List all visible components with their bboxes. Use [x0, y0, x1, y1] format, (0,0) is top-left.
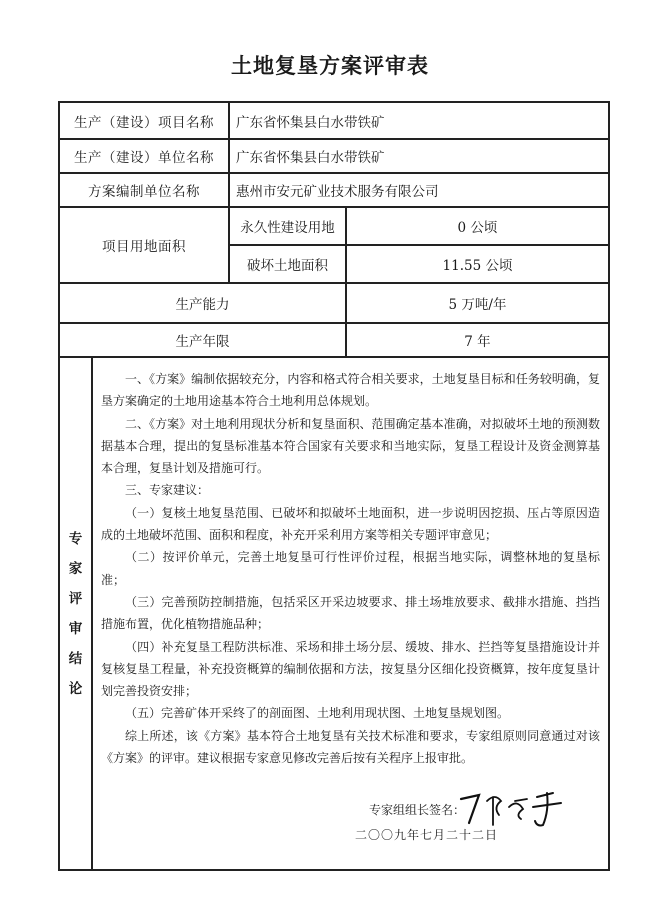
row-review: [59, 357, 609, 870]
land-area-label: 项目用地面积: [59, 207, 229, 283]
row-capacity: [59, 283, 609, 323]
damaged-land-label: 破坏土地面积: [229, 245, 346, 283]
side-char: 论: [68, 680, 83, 697]
side-char: 家: [68, 560, 83, 577]
compiler-value: 惠州市安元矿业技术服务有限公司: [229, 173, 609, 207]
row-compiler: [59, 173, 609, 207]
permanent-land-label: 永久性建设用地: [229, 207, 346, 245]
review-paragraph: （一）复核土地复垦范围、已破坏和拟破坏土地面积，进一步说明因挖损、压占等原因造成的土地破坏范围、面积和程度，补充开采利用方案等相关专题评审意见；: [101, 505, 600, 543]
damaged-land-value: 11.55 公顷: [346, 245, 609, 283]
unit-name-value: 广东省怀集县白水带铁矿: [229, 139, 609, 173]
compiler-label: 方案编制单位名称: [59, 173, 229, 207]
capacity-label: 生产能力: [59, 283, 346, 323]
signature-label: 专家组组长签名：: [369, 803, 466, 818]
row-land-permanent: [59, 207, 609, 245]
project-name-label: 生产（建设）项目名称: [59, 102, 229, 139]
page-title: 土地复垦方案评审表: [231, 54, 429, 78]
review-paragraph: （二）按评价单元，完善土地复垦可行性评价过程，根据当地实际，调整林地的复垦标准；: [101, 550, 600, 587]
review-date: 二〇〇九年七月二十二日: [355, 828, 499, 842]
signature-row: [101, 791, 600, 833]
review-paragraph: 三、专家建议：: [125, 483, 210, 498]
row-project-name: [59, 102, 609, 139]
years-label: 生产年限: [59, 323, 346, 357]
side-char: 专: [68, 530, 83, 547]
review-form-table: [58, 101, 610, 871]
review-paragraph: （四）补充复垦工程防洪标准、采场和排土场分层、缓坡、排水、拦挡等复垦措施设计并复核复垦工程量，补充投资概算的编制依据和方法，按复垦分区细化投资概算，按年度复垦计划完善投资安排；: [101, 639, 600, 699]
review-content: [92, 357, 609, 870]
handwritten-signature: [457, 785, 577, 829]
row-unit-name: [59, 139, 609, 173]
years-value: 7 年: [346, 323, 609, 357]
side-char: 评: [68, 590, 83, 607]
row-years: [59, 323, 609, 357]
review-paragraph: （三）完善预防控制措施，包括采区开采边坡要求、排土场堆放要求、截排水措施、挡挡措施布置，优化植物措施品种；: [101, 594, 600, 632]
capacity-value: 5 万吨/年: [346, 283, 609, 323]
permanent-land-value: 0 公顷: [346, 207, 609, 245]
review-paragraph: 一、《方案》编制依据较充分，内容和格式符合相关要求，土地复垦目标和任务较明确，复垦方案确定的土地用途基本符合土地利用总体规划。: [101, 372, 600, 409]
review-paragraph: 综上所述，该《方案》基本符合土地复垦有关技术标准和要求，专家组原则同意通过对该《方案》的评审。建议根据专家意见修改完善后按有关程序上报审批。: [101, 728, 600, 766]
review-side-label: [59, 357, 92, 870]
review-paragraph: 二、《方案》对土地利用现状分析和复垦面积、范围确定基本准确，对拟破坏土地的预测数据基本合理，提出的复垦标准基本符合国家有关要求和当地实际，复垦工程设计及资金测算基本合理，复垦计划及措施可行。: [101, 416, 600, 476]
side-char: 审: [68, 620, 83, 637]
project-name-value: 广东省怀集县白水带铁矿: [229, 102, 609, 139]
side-char: 结: [68, 650, 83, 667]
unit-name-label: 生产（建设）单位名称: [59, 139, 229, 173]
review-paragraph: （五）完善矿体开采终了的剖面图、土地利用现状图、土地复垦规划图。: [125, 706, 510, 721]
